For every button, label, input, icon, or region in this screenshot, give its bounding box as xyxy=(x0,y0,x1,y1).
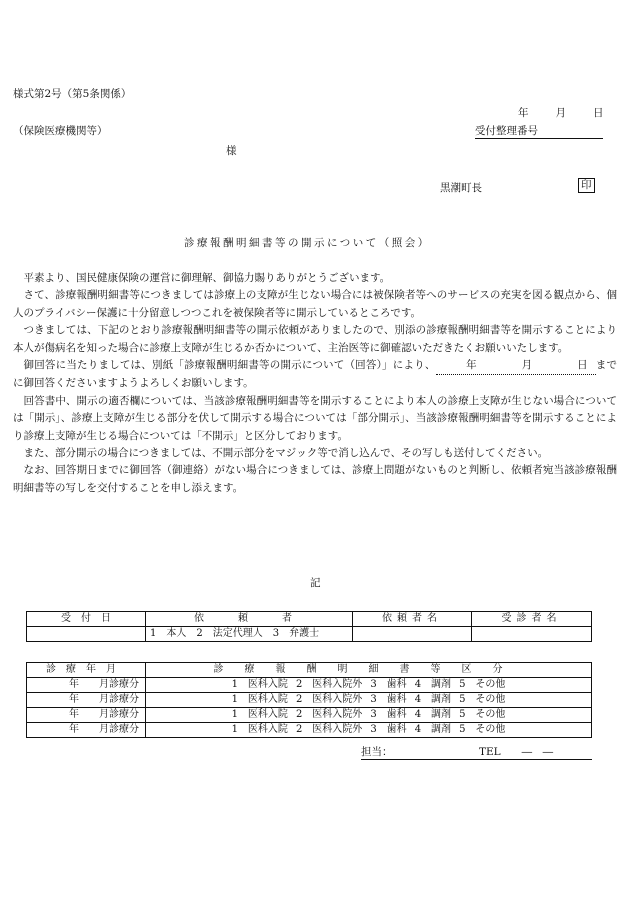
request-table xyxy=(26,611,592,642)
paragraph-purpose: さて、診療報酬明細書等につきましては診療上の支障が生じない場合には被保険者等へのサービスの充実を図る観点から、個人のプライバシー保護に十分留意しつつこれを被保険者等に開示しているところです。 xyxy=(13,289,617,319)
table-row xyxy=(27,678,592,693)
header-treatment-month: 診療年月 xyxy=(27,663,146,678)
statement-table xyxy=(26,662,592,738)
tel-label: TEL ― ― xyxy=(479,746,554,758)
contact-line xyxy=(361,744,592,760)
month-cell: 年 月診療分 xyxy=(27,693,146,708)
category-options: 1 医科入院 2 医科入院外 3 歯科 4 調剤 5 その他 xyxy=(146,693,592,708)
honorific: 様 xyxy=(226,145,237,157)
patient-name-cell xyxy=(472,627,592,642)
paragraph-partial-disclosure: また、部分開示の場合につきましては、不開示部分をマジック等で消し込んで、その写しも送付してください。 xyxy=(23,447,549,460)
paragraph-answer-categories: 回答書中、開示の適否欄については、当該診療報酬明細書等を開示することにより本人の診療上支障が生じない場合については「開示」、診療上支障が生じる部分を伏して開示する場合については「部分開示」、当該診療報酬明細書等を開示することにより診療上支障が生じる場合については「不開示」と区分しております。 xyxy=(13,394,617,442)
contact-label: 担当： xyxy=(361,746,393,758)
header-requester: 依 頼 者 xyxy=(146,612,353,627)
table-row xyxy=(27,723,592,738)
document-title: 診療報酬明細書等の開示について（照会） xyxy=(184,237,431,249)
requester-options: 1 本人 2 法定代理人 3 弁護士 xyxy=(146,627,353,642)
paragraph-no-response: なお、回答期日までに御回答（御連絡）がない場合につきましては、診療上問題がないものと判断し、依頼者宛当該診療報酬明細書等の写しを交付することを申し添えます。 xyxy=(13,464,617,494)
category-options: 1 医科入院 2 医科入院外 3 歯科 4 調剤 5 その他 xyxy=(146,723,592,738)
paragraph-deadline: 御回答に当たりましては、別紙「診療報酬明細書等の開示について（回答）」により、 年 月 日までに御回答くださいますようよろしくお願いします。 xyxy=(13,359,618,390)
paragraph-request: つきましては、下記のとおり診療報酬明細書等の開示依頼がありましたので、別添の診療報酬明細書等を開示することにより本人が傷病名を知った場合に診療上支障が生じるか否かについて、主治医等に御確認いただきたくお願いいたします。 xyxy=(13,324,617,354)
ki-heading: 記 xyxy=(310,577,321,589)
header-receipt-date: 受 付 日 xyxy=(27,612,146,627)
deadline-date-blank: 年 月 日 xyxy=(436,357,596,375)
month-cell: 年 月診療分 xyxy=(27,708,146,723)
header-patient-name: 受診者名 xyxy=(472,612,592,627)
recipient-label: （保険医療機関等） xyxy=(13,125,108,137)
category-options: 1 医科入院 2 医科入院外 3 歯科 4 調剤 5 その他 xyxy=(146,678,592,693)
receipt-date-cell xyxy=(27,627,146,642)
sender-name: 黒潮町長 xyxy=(440,182,482,194)
body-text xyxy=(13,270,617,497)
category-options: 1 医科入院 2 医科入院外 3 歯科 4 調剤 5 その他 xyxy=(146,708,592,723)
header-requester-name: 依頼者名 xyxy=(353,612,472,627)
month-cell: 年 月診療分 xyxy=(27,723,146,738)
table-row xyxy=(27,708,592,723)
seal-mark: 印 xyxy=(578,178,595,193)
date-label: 年 月 日 xyxy=(518,107,606,119)
receipt-number-label: 受付整理番号 xyxy=(475,123,603,139)
form-number: 様式第2号（第5条関係） xyxy=(13,88,132,100)
requester-name-cell xyxy=(353,627,472,642)
header-statement-category: 診療報酬明細書等区分 xyxy=(146,663,592,678)
paragraph-greeting: 平素より、国民健康保険の運営に御理解、御協力賜りありがとうございます。 xyxy=(23,272,391,284)
month-cell: 年 月診療分 xyxy=(27,678,146,693)
table-row xyxy=(27,693,592,708)
